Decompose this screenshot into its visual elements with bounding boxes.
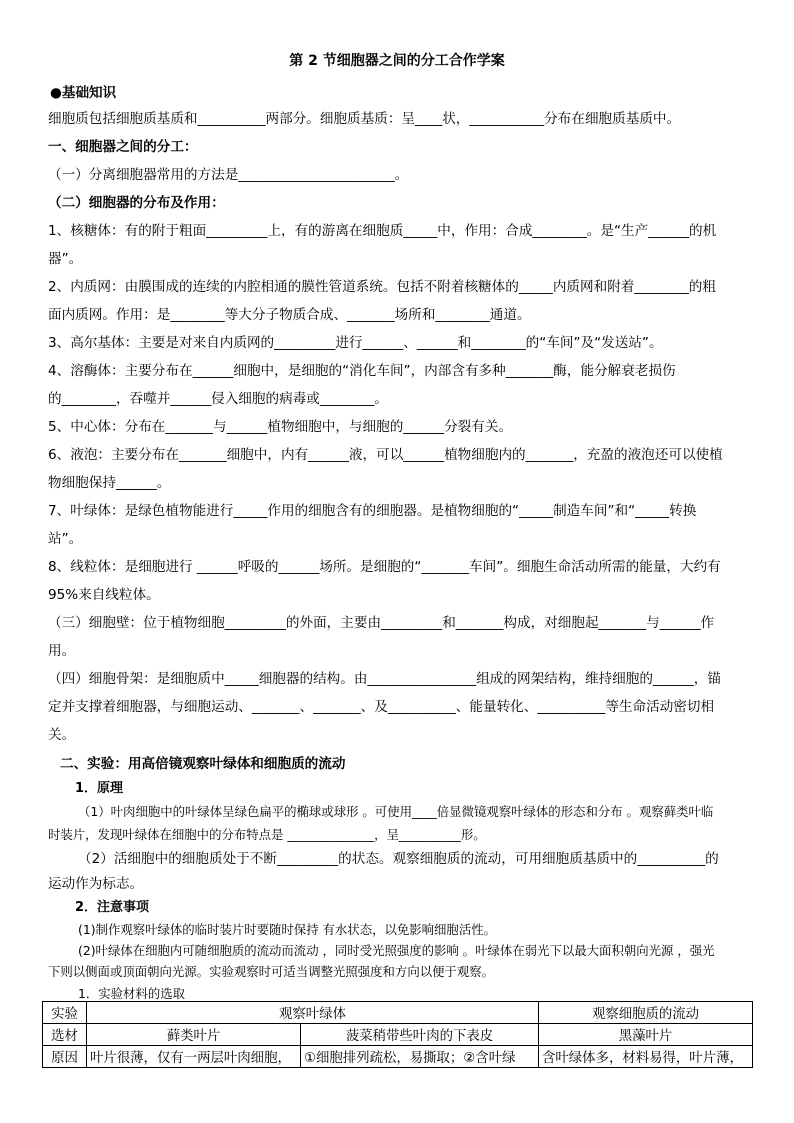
table-cell: 叶片很薄，仅有一两层叶肉细胞， xyxy=(87,1046,301,1068)
table-cell: 菠菜稍带些叶肉的下表皮 xyxy=(301,1024,539,1046)
section-basic-knowledge: ●基础知识 xyxy=(50,85,117,101)
text-line: 5、中心体：分布在_______与______植物细胞中，与细胞的______分裂有关。 xyxy=(48,419,513,435)
text-line: 物细胞保持______。 xyxy=(48,475,171,491)
text-line: （三）细胞壁：位于植物细胞_________的外面，主要由_________和_______构成，对细胞起_______与______作 xyxy=(48,615,715,631)
text-line: 定并支撑着细胞器，与细胞运动、_______、_______、及__________、能量转化、__________等生命活动密切相 xyxy=(48,699,715,715)
text-line: 95%来自线粒体。 xyxy=(48,587,160,603)
table-cell: ①细胞排列疏松，易撕取；②含叶绿 xyxy=(301,1046,539,1068)
table-cell: 观察细胞质的流动 xyxy=(539,1002,753,1024)
text-line: 器”。 xyxy=(48,251,83,267)
table-cell: 选材 xyxy=(43,1024,87,1046)
text-line: (2)叶绿体在细胞内可随细胞质的流动而流动 ，同时受光照强度的影响 。叶绿体在弱光下以最大面积朝向光源 ，强光 xyxy=(78,943,715,958)
experiment-heading: 二、实验：用高倍镜观察叶绿体和细胞质的流动 xyxy=(60,756,346,772)
table-cell: 含叶绿体多，材料易得，叶片薄， xyxy=(539,1046,753,1068)
text-line: 细胞质包括细胞质基质和__________两部分。细胞质基质：呈____状，___________分布在细胞质基质中。 xyxy=(48,111,681,127)
text-line: （四）细胞骨架：是细胞质中_____细胞器的结构。由________________组成的网架结构，维持细胞的______，锚 xyxy=(48,671,721,687)
text-line: 时装片，发现叶绿体在细胞中的分布特点是 ______________，呈__________形。 xyxy=(48,827,486,842)
text-line: 7、叶绿体：是绿色植物能进行_____作用的细胞含有的细胞器。是植物细胞的“_____制造车间”和“_____转换 xyxy=(48,503,697,519)
text-line: （1）叶肉细胞中的叶绿体呈绿色扁平的椭球或球形 。可使用____倍显微镜观察叶绿体的形态和分布 。观察藓类叶临 xyxy=(78,804,714,819)
text-line: 4、溶酶体：主要分布在______细胞中，是细胞的“消化车间”，内部含有多种_______酶，能分解衰老损伤 xyxy=(48,363,676,379)
table-row xyxy=(43,1002,753,1024)
materials-table xyxy=(42,1001,753,1068)
text-line: 站”。 xyxy=(48,531,83,547)
subheading-notes: 2．注意事项 xyxy=(75,900,150,915)
text-line: 运动作为标志。 xyxy=(48,876,144,892)
table-cell: 观察叶绿体 xyxy=(87,1002,539,1024)
subheading-materials: 1．实验材料的选取 xyxy=(78,986,186,1001)
text-line: 面内质网。作用：是________等大分子物质合成、_______场所和________通道。 xyxy=(48,307,531,323)
text-line: 下则以侧面或顶面朝向光源。实验观察时可适当调整光照强度和方向以便于观察。 xyxy=(48,964,495,979)
table-row xyxy=(43,1046,753,1068)
page-title: 第 2 节细胞器之间的分工合作学案 xyxy=(289,53,505,69)
text-line: 1、核糖体：有的附于粗面_________上，有的游离在细胞质_____中，作用：合成________。是“生产______的机 xyxy=(48,223,717,239)
text-line: 2、内质网：由膜围成的连续的内腔相通的膜性管道系统。包括不附着核糖体的_____内质网和附着________的粗 xyxy=(48,279,716,295)
section-heading: （二）细胞器的分布及作用： xyxy=(48,195,225,211)
text-line: 的________，吞噬并______侵入细胞的病毒或________。 xyxy=(48,391,388,407)
table-row xyxy=(43,1024,753,1046)
text-line: 3、高尔基体：主要是对来自内质网的_________进行______、______和________的“车间”及“发送站”。 xyxy=(48,335,663,351)
text-line: 关。 xyxy=(48,727,76,743)
table-cell: 实验 xyxy=(43,1002,87,1024)
text-line: （2）活细胞中的细胞质处于不断_________的状态。观察细胞质的流动，可用细胞质基质中的__________的 xyxy=(78,851,719,867)
table-cell: 原因 xyxy=(43,1046,87,1068)
text-line: 8、线粒体：是细胞进行 ______呼吸的______场所。是细胞的“_______车间”。细胞生命活动所需的能量，大约有 xyxy=(48,559,721,575)
text-line: 6、液泡：主要分布在_______细胞中，内有______液，可以______植物细胞内的_______，充盈的液泡还可以使植 xyxy=(48,447,723,463)
text-line: 用。 xyxy=(48,643,76,659)
section-heading: 一、细胞器之间的分工： xyxy=(48,139,198,155)
subheading-principle: 1．原理 xyxy=(75,781,124,796)
text-line: (1)制作观察叶绿体的临时装片时要随时保持 有水状态，以免影响细胞活性。 xyxy=(78,922,496,937)
table-cell: 黑藻叶片 xyxy=(539,1024,753,1046)
text-line: （一）分离细胞器常用的方法是_______________________。 xyxy=(48,167,409,183)
table-cell: 藓类叶片 xyxy=(87,1024,301,1046)
